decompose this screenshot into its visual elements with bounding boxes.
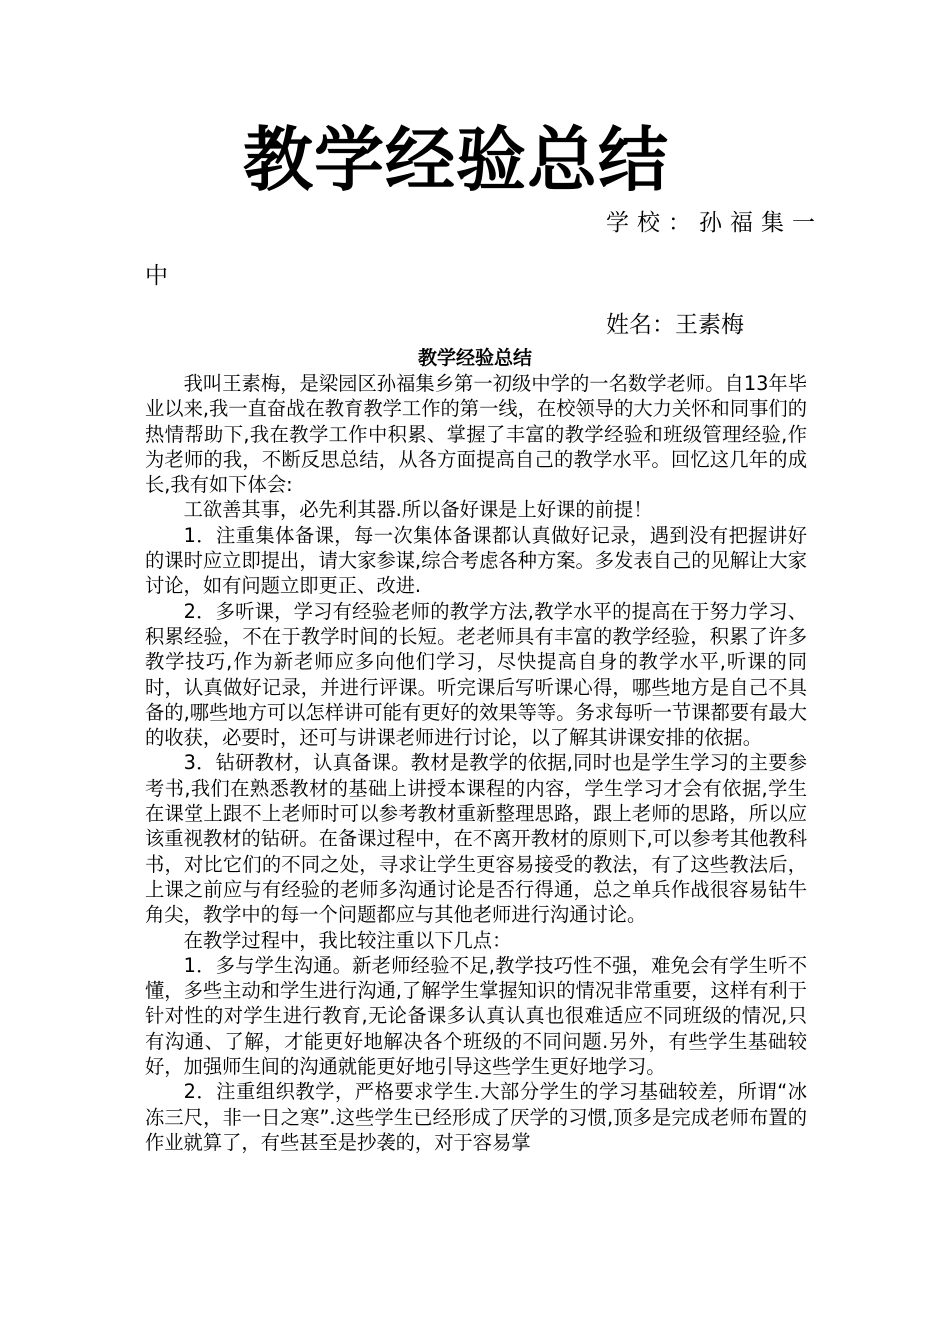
- school-label: 学校：孙福集一: [606, 210, 823, 236]
- author-name-label: 姓名：王素梅: [606, 312, 744, 338]
- paragraph: 工欲善其事，必先利其器.所以备好课是上好课的前提！: [183, 498, 653, 522]
- paragraph: 我叫王素梅，是梁园区孙福集乡第一初级中学的一名数学老师。自13年毕业以来,我一直奋战在教育教学工作的第一线，在校领导的大力关怀和同事们的热情帮助下,我在教学工作中积累、掌握了丰富的教学经验和班级管理经验,作为老师的我，不断反思总结，从各方面提高自己的教学水平。回忆这几年的成长,我有如下体会:: [145, 372, 808, 497]
- school-label-continued: 中: [145, 263, 168, 289]
- body-text: [145, 371, 807, 1155]
- paragraph: 2．注重组织教学，严格要求学生.大部分学生的学习基础较差，所谓“冰冻三尺，非一日之寒”.这些学生已经形成了厌学的习惯,顶多是完成老师布置的作业就算了，有些甚至是抄袭的，对于容易掌: [145, 1080, 807, 1154]
- section-title: 教学经验总结: [417, 347, 532, 369]
- paragraph: 在教学过程中，我比较注重以下几点：: [183, 928, 512, 952]
- paragraph: 1．注重集体备课，每一次集体备课都认真做好记录，遇到没有把握讲好的课时应立即提出，请大家参谋,综合考虑各种方案。多发表自己的见解让大家讨论，如有问题立即更正、改进.: [145, 523, 807, 598]
- paragraph: 2．多听课，学习有经验老师的教学方法,教学水平的提高在于努力学习、积累经验，不在于教学时间的长短。老老师具有丰富的教学经验，积累了许多教学技巧,作为新老师应多向他们学习，尽快提高自身的教学水平,听课的同时，认真做好记录，并进行评课。听完课后写听课心得，哪些地方是自己不具备的,哪些地方可以怎样讲可能有更好的效果等等。务求每听一节课都要有最大的收获，必要时，还可与讲课老师进行讨论，以了解其讲课安排的依据。: [145, 599, 807, 750]
- main-title: 教学经验总结: [243, 119, 669, 201]
- paragraph: 1．多与学生沟通。新老师经验不足,教学技巧性不强，难免会有学生听不懂，多些主动和学生进行沟通,了解学生掌握知识的情况非常重要，这样有利于针对性的对学生进行教育,无论备课多认真认真也很难适应不同班级的情况,只有沟通、了解，才能更好地解决各个班级的不同问题.另外，有些学生基础较好，加强师生间的沟通就能更好地引导这些学生更好地学习。: [145, 953, 807, 1079]
- paragraph: 3．钻研教材，认真备课。教材是教学的依据,同时也是学生学习的主要参考书,我们在熟悉教材的基础上讲授本课程的内容，学生学习才会有依据,学生在课堂上跟不上老师时可以参考教材重新整理思路，跟上老师的思路，所以应该重视教材的钻研。在备课过程中，在不离开教材的原则下,可以参考其他教科书，对比它们的不同之处，寻求让学生更容易接受的教法，有了这些教法后，上课之前应与有经验的老师多沟通讨论是否行得通，总之单兵作战很容易钻牛角尖，教学中的每一个问题都应与其他老师进行沟通讨论。: [145, 751, 807, 927]
